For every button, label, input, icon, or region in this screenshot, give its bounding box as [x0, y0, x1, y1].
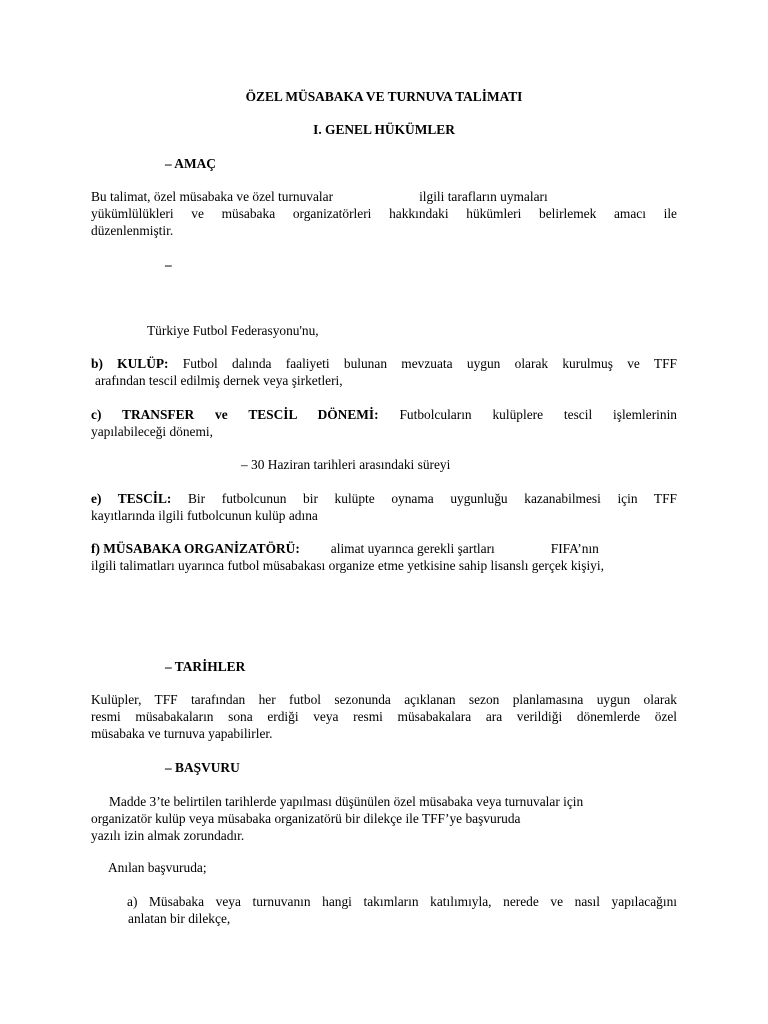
kulup-label: b) KULÜP:: [91, 356, 169, 371]
kulup-line-1: [91, 355, 677, 372]
kulup-line-2: arafından tescil edilmiş dernek veya şirketleri,: [95, 373, 343, 388]
item-a-line-1: a) Müsabaka veya turnuvanın hangi takımların katılımıyla, nerede ve nasıl yapılacağını: [127, 894, 677, 909]
document-title: ÖZEL MÜSABAKA VE TURNUVA TALİMATI: [245, 89, 523, 104]
basvuru-line-2: organizatör kulüp veya müsabaka organizatörü bir dilekçe ile TFF’ye başvuruda: [91, 811, 521, 826]
tarihler-line-3: müsabaka ve turnuva yapabilirler.: [91, 726, 273, 741]
transfer-definition: [91, 406, 677, 440]
organizator-definition: [91, 540, 679, 574]
kulup-definition: [91, 355, 677, 389]
tarihler-line-2: resmi müsabakaların sona erdiği veya resmi müsabakalara ara verildiği dönemlerde özel: [91, 709, 677, 724]
tff-definition: Türkiye Futbol Federasyonu'nu,: [147, 323, 319, 338]
tescil-line-1: [91, 490, 677, 507]
amac-line-1: [91, 188, 677, 205]
organizator-line-1-mid: alimat uyarınca gerekli şartları: [330, 541, 495, 556]
amac-heading: – AMAÇ: [165, 156, 216, 171]
transfer-label: c) TRANSFER ve TESCİL DÖNEMİ:: [91, 407, 379, 422]
tarihler-paragraph: [91, 691, 677, 742]
anilan-line: Anılan başvuruda;: [108, 860, 207, 875]
basvuru-paragraph: [91, 793, 677, 844]
haziran-line: – 30 Haziran tarihleri arasındaki süreyi: [241, 457, 451, 472]
amac-line-1-right: ilgili tarafların uymaları: [419, 189, 548, 204]
amac-paragraph: [91, 188, 677, 239]
basvuru-heading: – BAŞVURU: [165, 760, 240, 775]
section-title: I. GENEL HÜKÜMLER: [313, 122, 455, 137]
dash-line: –: [165, 257, 172, 272]
organizator-line-1-right: FIFA’nın: [550, 541, 599, 556]
transfer-line-1: [91, 406, 677, 423]
amac-line-3: düzenlenmiştir.: [91, 223, 174, 238]
basvuru-item-a: [127, 893, 677, 927]
basvuru-line-3: yazılı izin almak zorundadır.: [91, 828, 245, 843]
tescil-line-1-text: Bir futbolcunun bir kulüpte oynama uygunluğu kazanabilmesi için TFF: [188, 491, 677, 506]
transfer-line-1-text: Futbolcuların kulüplere tescil işlemlerinin: [399, 407, 677, 422]
tescil-definition: [91, 490, 677, 524]
amac-line-1-left: Bu talimat, özel müsabaka ve özel turnuvalar: [91, 189, 334, 204]
basvuru-line-1: Madde 3’te belirtilen tarihlerde yapılması düşünülen özel müsabaka veya turnuvalar için: [109, 794, 584, 809]
kulup-line-1-text: Futbol dalında faaliyeti bulunan mevzuata uygun olarak kurulmuş ve TFF: [182, 356, 677, 371]
item-a-line-2: anlatan bir dilekçe,: [128, 911, 231, 926]
transfer-line-2: yapılabileceği dönemi,: [91, 424, 213, 439]
tescil-line-2: kayıtlarında ilgili futbolcunun kulüp adına: [91, 508, 318, 523]
organizator-label: f) MÜSABAKA ORGANİZATÖRÜ:: [91, 541, 300, 556]
organizator-line-1: [91, 540, 679, 557]
tescil-label: e) TESCİL:: [91, 491, 172, 506]
amac-line-2: yükümlülükleri ve müsabaka organizatörleri hakkındaki hükümleri belirlemek amacı ile: [91, 206, 677, 221]
organizator-line-2: ilgili talimatları uyarınca futbol müsabakası organize etme yetkisine sahip lisanslı gerçek kişiyi,: [91, 558, 604, 573]
tarihler-heading: – TARİHLER: [165, 659, 246, 674]
tarihler-line-1: Kulüpler, TFF tarafından her futbol sezonunda açıklanan sezon planlamasına uygun olarak: [91, 692, 677, 707]
